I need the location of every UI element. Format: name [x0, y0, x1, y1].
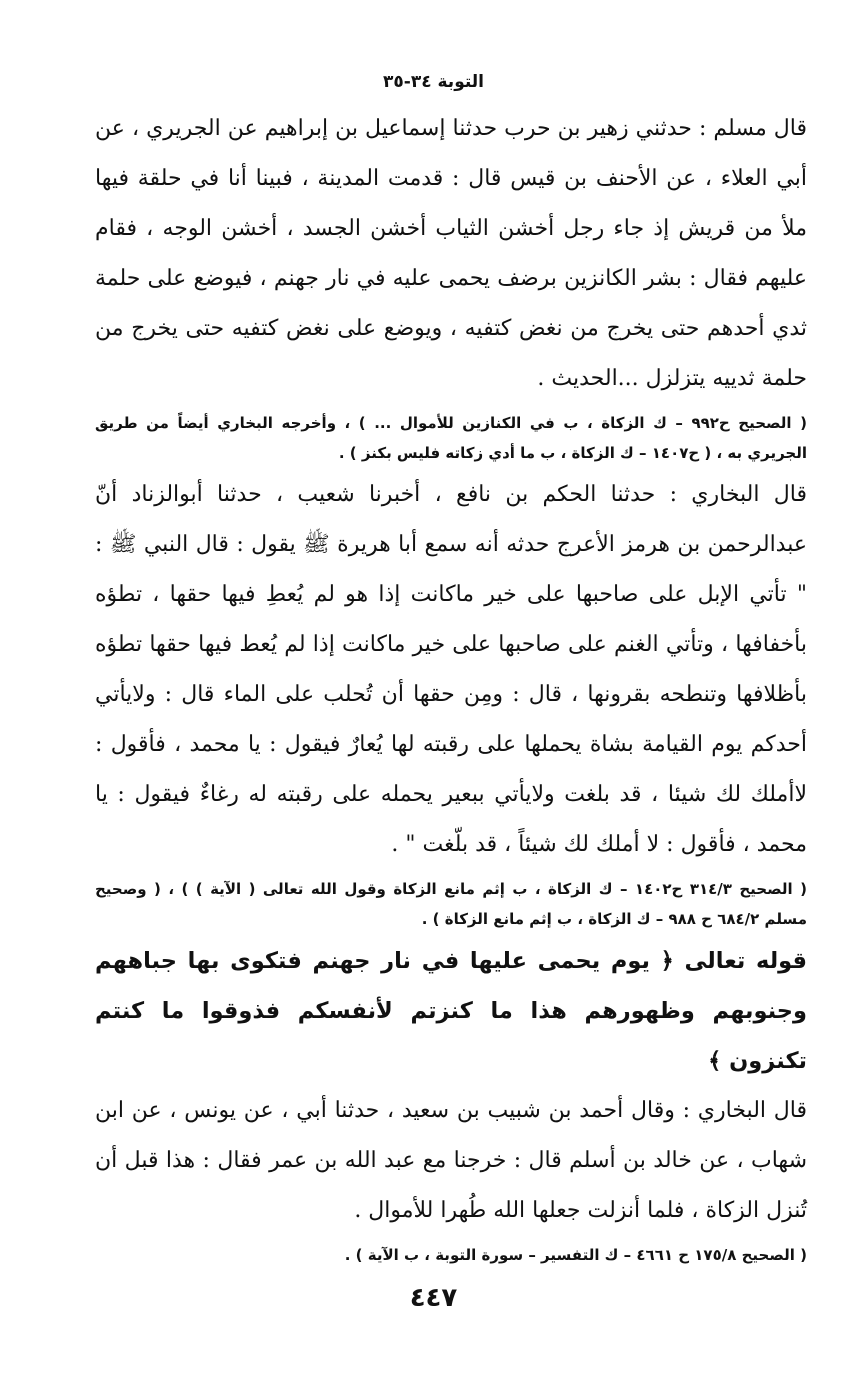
text-line: عن أبي العلاء ، عن الأحنف بن قيس قال : قدمت المدينة ، فبينا أنا في حلقة فيها: [95, 116, 807, 191]
reference-line: ( وصحيح مسلم ٦٨٤/٢ ح ٩٨٨ – ك الزكاة ، ب إثم مانع الزكاة ) .: [95, 880, 807, 928]
text-line: عليهم فقال : بشر الكانزين برضف يحمى عليه في نار جهنم ، فيوضع على حلمة: [95, 266, 807, 291]
verse-line: وظهورهم هذا ما كنزتم لأنفسكم فذوقوا ما كنتم تكنزون ﴾: [95, 998, 807, 1074]
reference-line: ( الصحيح ١٧٥/٨ ح ٤٦٦١ – ك التفسير – سورة التوبة ، ب الآية ) .: [344, 1246, 807, 1264]
text-line: تطؤه بأظلافها وتنطحه بقرونها ، قال : ومِن حقها أن تُحلب على الماء قال :: [95, 632, 808, 707]
running-header: التوبة ٣٤-٣٥: [382, 72, 484, 92]
text-line: ملأ من قريش إذ جاء رجل أخشن الثياب أخشن الجسد ، أخشن الوجه ، فقام: [95, 216, 807, 241]
text-line: ابن شهاب ، عن خالد بن أسلم قال : خرجنا مع عبد الله بن عمر فقال : هذا: [95, 1098, 807, 1173]
text-line: قال مسلم : حدثني زهير بن حرب حدثنا إسماعيل بن إبراهيم عن الجريري ،: [131, 116, 807, 141]
text-line: فيقول : يا محمد ، فأقول : لا أملك لك شيئاً ، قد بلّغت " .: [95, 782, 807, 857]
reference-line: الجريري به ، ( ح١٤٠٧ – ك الزكاة ، ب ما أدي زكاته فليس بكنز ) .: [338, 444, 807, 462]
text-line: قال البخاري : حدثنا الحكم بن نافع ، أخبرنا شعيب ، حدثنا أبوالزناد أنّ: [95, 482, 807, 507]
hadith-paragraph: [95, 470, 807, 870]
text-line: عبدالرحمن بن هرمز الأعرج حدثه أنه سمع أبا هريرة ﷺ يقول : قال النبي ﷺ :: [95, 532, 807, 557]
text-line: بأخفافها ، وتأتي الغنم على صاحبها على خير ماكانت إذا لم يُعط فيها حقها: [149, 632, 807, 657]
text-line: قال البخاري : وقال أحمد بن شبيب بن سعيد ، حدثنا أبي ، عن يونس ، عن: [131, 1098, 807, 1123]
text-line: ولايأتي أحدكم يوم القيامة بشاة يحملها على رقبته لها يُعارٌ فيقول : يا محمد ،: [95, 682, 807, 757]
reference-note: [95, 1240, 807, 1270]
text-line: فأقول : لاأملك لك شيئا ، قد بلغت ولايأتي ببعير يحمله على رقبته له رغاءٌ: [95, 732, 807, 807]
text-line: " تأتي الإبل على صاحبها على خير ماكانت إذا هو لم يُعطِ فيها حقها ، تطؤه: [95, 582, 807, 607]
text-line: قبل أن تُنزل الزكاة ، فلما أنزلت جعلها الله طُهرا للأموال .: [95, 1148, 807, 1223]
reference-line: ( الصحيح ٣١٤/٣ ح١٤٠٢ – ك الزكاة ، ب إثم مانع الزكاة وقول الله تعالى ( الآية ) ) ،: [168, 880, 807, 898]
quran-verse-heading: [95, 936, 807, 1086]
hadith-paragraph: [95, 104, 807, 404]
text-line: من حلمة ثدييه يتزلزل ...الحديث .: [95, 316, 807, 391]
reference-line: ( الصحيح ح٩٩٢ – ك الزكاة ، ب في الكنازين للأموال ... ) ، وأخرجه البخاري أيضاً من طريق: [95, 414, 807, 432]
hadith-paragraph: [95, 1086, 807, 1236]
page-body: [95, 104, 807, 1272]
text-line: ثدي أحدهم حتى يخرج من نغض كتفيه ، ويوضع على نغض كتفيه حتى يخرج: [131, 316, 808, 341]
page-number: ٤٤٧: [409, 1283, 458, 1313]
verse-line: قوله تعالى ﴿ يوم يحمى عليها في نار جهنم فتكوى بها جباههم وجنوبهم: [95, 948, 807, 1024]
reference-note: [95, 874, 807, 934]
reference-note: [95, 408, 807, 468]
